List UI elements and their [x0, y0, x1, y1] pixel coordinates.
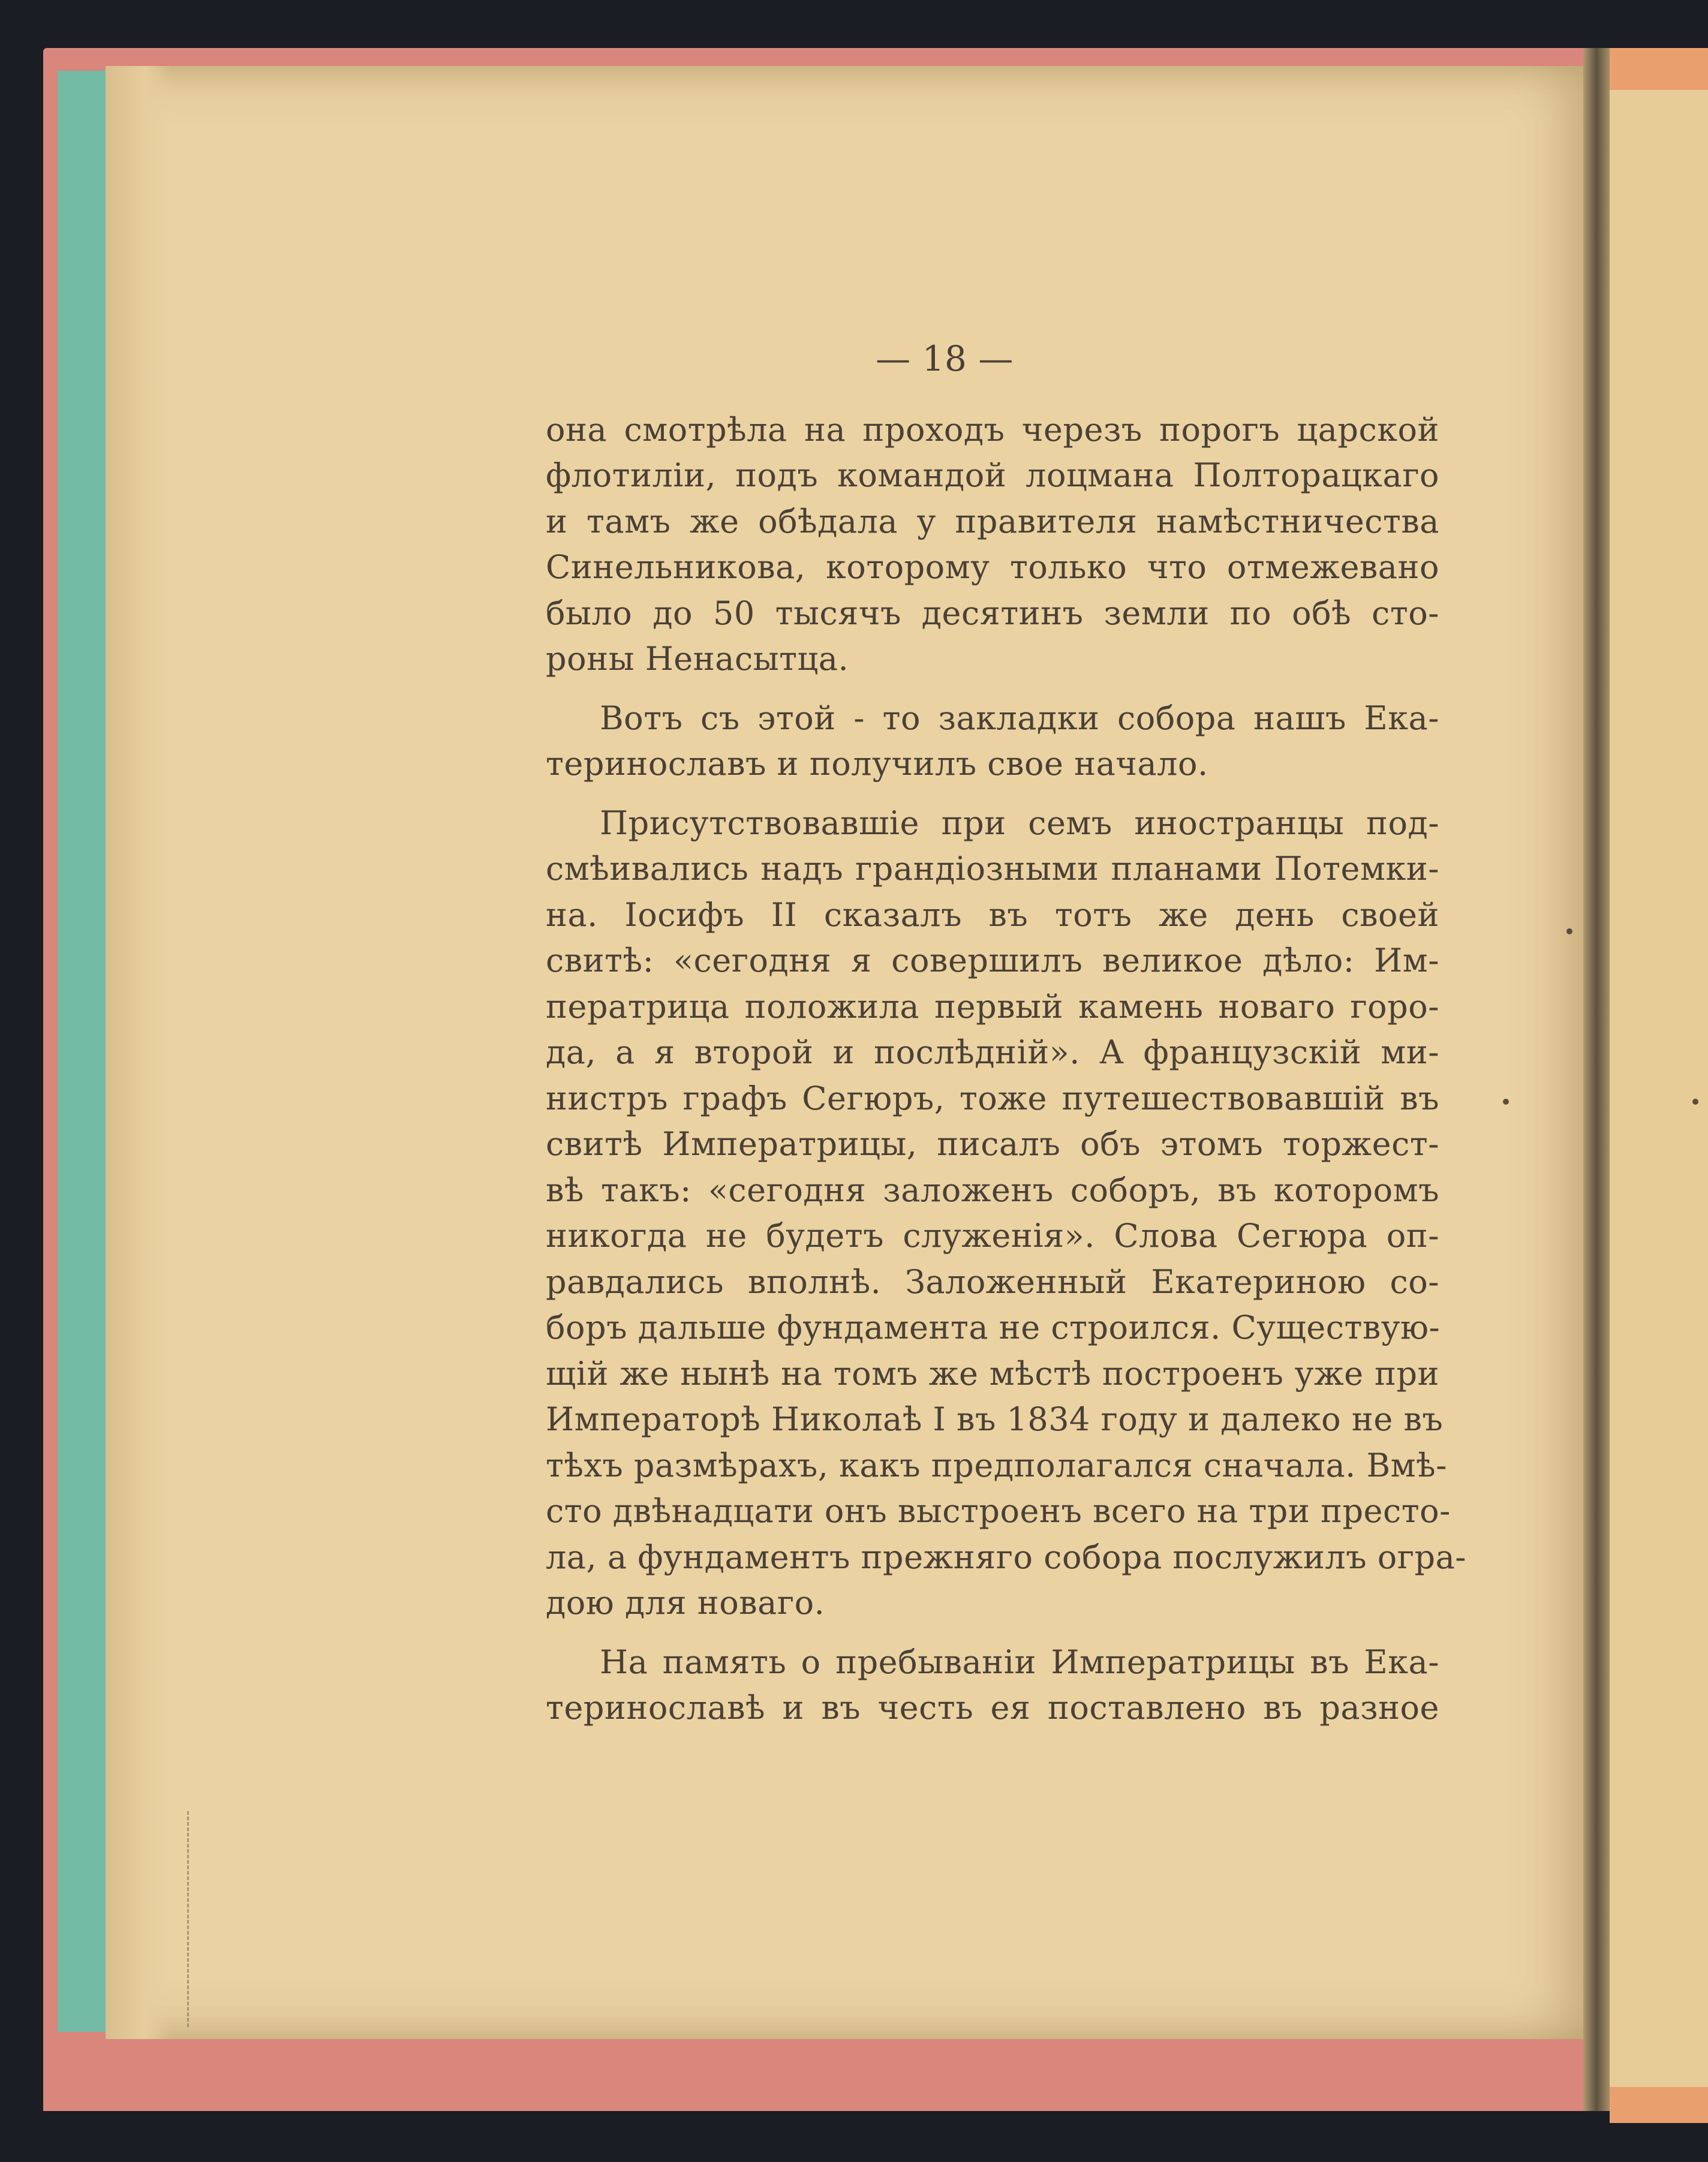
paragraph: [546, 1640, 1439, 1731]
paragraphs: [546, 407, 1467, 1731]
page-number: — 18 —: [876, 338, 1014, 379]
text-line: ла, а фундаментъ прежняго собора послужилъ огра-: [546, 1538, 1467, 1576]
text-line: свитѣ: «сегодня я совершилъ великое дѣло: Им-: [546, 942, 1439, 979]
text-line: она смотрѣла на проходъ черезъ порогъ царской: [546, 410, 1439, 449]
text-line: флотиліи, подъ командой лоцмана Полторацкаго: [546, 456, 1439, 494]
text-line: теринославѣ и въ честь ея поставлено въ разное: [546, 1689, 1439, 1727]
paragraph: [546, 407, 1439, 682]
page-fold-edge: [106, 66, 172, 2039]
paper-speck: [1503, 1099, 1509, 1105]
text-line: и тамъ же обѣдала у правителя намѣстничества: [546, 502, 1439, 540]
text-line: смѣивались надъ грандіозными планами Потемки-: [546, 850, 1439, 888]
text-line: Вотъ съ этой - то закладки собора нашъ Ека-: [600, 699, 1439, 737]
text-line: Синельникова, которому только что отмежевано: [546, 548, 1439, 586]
text-line: щій же нынѣ на томъ же мѣстѣ построенъ уже при: [546, 1354, 1439, 1393]
text-line: роны Ненасытца.: [546, 640, 849, 678]
paragraph-gap: [546, 682, 1439, 696]
right-cover-corner-bottom: [1610, 2087, 1708, 2123]
paper-speck: [1692, 1099, 1698, 1105]
text-line: Присутствовавшіе при семъ иностранцы под-: [600, 804, 1439, 842]
text-line: нистръ графъ Сегюръ, тоже путешествовавшій въ: [546, 1079, 1439, 1117]
right-page-edge: [1610, 90, 1708, 2087]
text-line: сто двѣнадцати онъ выстроенъ всего на три престо-: [546, 1492, 1451, 1530]
right-cover-corner-top: [1610, 48, 1708, 90]
text-line: дою для новаго.: [546, 1584, 825, 1622]
paragraph-gap: [546, 1626, 1439, 1640]
text-line: на. Іосифъ II сказалъ въ тотъ же день своей: [546, 895, 1439, 934]
text-line: свитѣ Императрицы, писалъ объ этомъ торжест-: [546, 1125, 1439, 1163]
page-text: [546, 336, 1467, 1731]
text-line: ператрица положила первый камень новаго горо-: [546, 987, 1439, 1026]
text-line: никогда не будетъ служенія». Слова Сегюра оп-: [546, 1217, 1439, 1255]
book-gutter: [1583, 48, 1610, 2111]
text-line: тѣхъ размѣрахъ, какъ предполагался сначала. Вмѣ-: [546, 1446, 1447, 1484]
text-line: было до 50 тысячъ десятинъ земли по обѣ сто-: [546, 594, 1439, 632]
paper-speck: [1566, 928, 1572, 934]
text-line: равдались вполнѣ. Заложенный Екатериною со-: [546, 1262, 1439, 1301]
text-line: теринославъ и получилъ свое начало.: [546, 745, 1208, 783]
text-line: да, а я второй и послѣдній». А французскій ми-: [546, 1033, 1439, 1071]
text-line: боръ дальше фундамента не строился. Существую-: [546, 1309, 1441, 1346]
paragraph-gap: [546, 787, 1439, 801]
binding-stitch-marks: [187, 1811, 225, 2027]
text-line: вѣ такъ: «сегодня заложенъ соборъ, въ которомъ: [546, 1171, 1439, 1209]
paragraph: [546, 801, 1467, 1626]
text-line: На память о пребываніи Императрицы въ Ека-: [600, 1643, 1439, 1681]
text-line: Императорѣ Николаѣ I въ 1834 году и далеко не въ: [546, 1400, 1444, 1438]
paragraph: [546, 696, 1439, 787]
